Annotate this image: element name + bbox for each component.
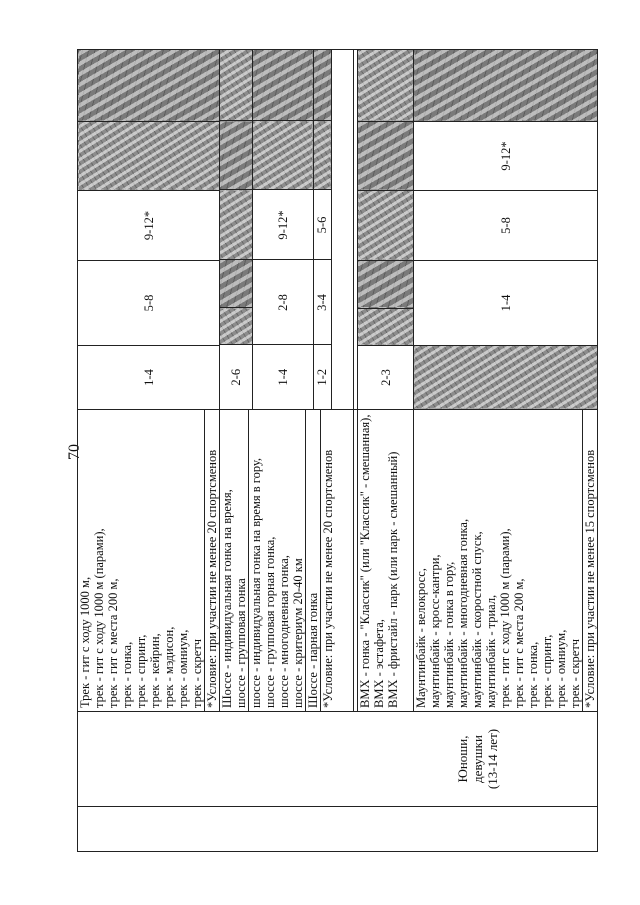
bmx-events-cell: ВМХ - гонка - "Классик" (или "Классик" - смешанная), ВМХ - эстафета, ВМХ - фристайл - парк (или парк - смешанный) — [358, 410, 414, 712]
rotated-table-wrapper — [77, 50, 597, 852]
shaded-cell — [78, 121, 220, 190]
blank-column-cell-lower — [358, 807, 598, 852]
road-multi-place-3: 9-12* — [252, 190, 313, 260]
road-pair-place-3: 5-6 — [313, 190, 331, 260]
road-places-cell — [220, 49, 354, 409]
track-place-5-8: 5-8 — [78, 260, 220, 345]
age-group-cell: Юноши, девушки (13-14 лет) — [358, 712, 598, 807]
road-pair-place-2: 3-4 — [313, 260, 331, 345]
mtb-condition: *Условие: при участии не менее 15 спортсменов — [582, 410, 597, 711]
mtb-place-9-12: 9-12* — [414, 121, 598, 190]
sports-category-table — [77, 49, 598, 852]
road-multi-place-2: 2-8 — [252, 260, 313, 345]
road-multi-place-1: 1-4 — [252, 345, 313, 409]
shaded-cell — [78, 49, 220, 121]
track-events-cell: Трек - гит с ходу 1000 м, трек - гит с ходу 1000 м (парами), трек - гит с места 200 м, трек - гонка, трек - спринт, трек - кейрин, трек - мэдисон, трек - омниум, трек - скретч *Условие: при участии не менее 20 спортсменов — [78, 410, 220, 712]
road-individual-place: 2-6 — [220, 345, 252, 409]
blank-column-cell — [78, 807, 358, 852]
mtb-place-1-4: 1-4 — [414, 260, 598, 345]
track-place-9-12: 9-12* — [78, 190, 220, 260]
track-place-1-4: 1-4 — [78, 346, 220, 410]
mtb-events-cell: Маунтинбайк - велокросс, маунтинбайк - кросс-кантри, маунтинбайк - гонка в гору, маунтинбайк - многодневная гонка, маунтинбайк - скоростной спуск, маунтинбайк - триал, трек - гит с ходу 1000 м (парами), трек - гит с места 200 м, трек - гонка, трек - спринт, трек - омниум, трек - скретч *Условие: при участии не менее 15 спортсменов — [414, 410, 598, 712]
track-row — [78, 49, 220, 851]
road-pair-place-1: 1-2 — [313, 345, 331, 409]
bmx-place: 2-3 — [358, 346, 414, 410]
bmx-row — [358, 49, 414, 851]
age-group-cell-top — [78, 712, 358, 807]
road-events-cell: Шоссе - индивидуальная гонка на время, шоссе - групповая гонка шоссе - индивидуальная гонка на время в гору, шоссе - групповая горная гонка, шоссе - многодневная гонка, шоссе - критериум 20-40 км Шоссе - парная гонка *Условие: при участии не менее 20 спортсменов — [220, 410, 354, 712]
mtb-place-5-8: 5-8 — [414, 190, 598, 260]
track-condition: *Условие: при участии не менее 20 спортсменов — [204, 410, 219, 711]
page-number: 70 — [66, 444, 83, 460]
